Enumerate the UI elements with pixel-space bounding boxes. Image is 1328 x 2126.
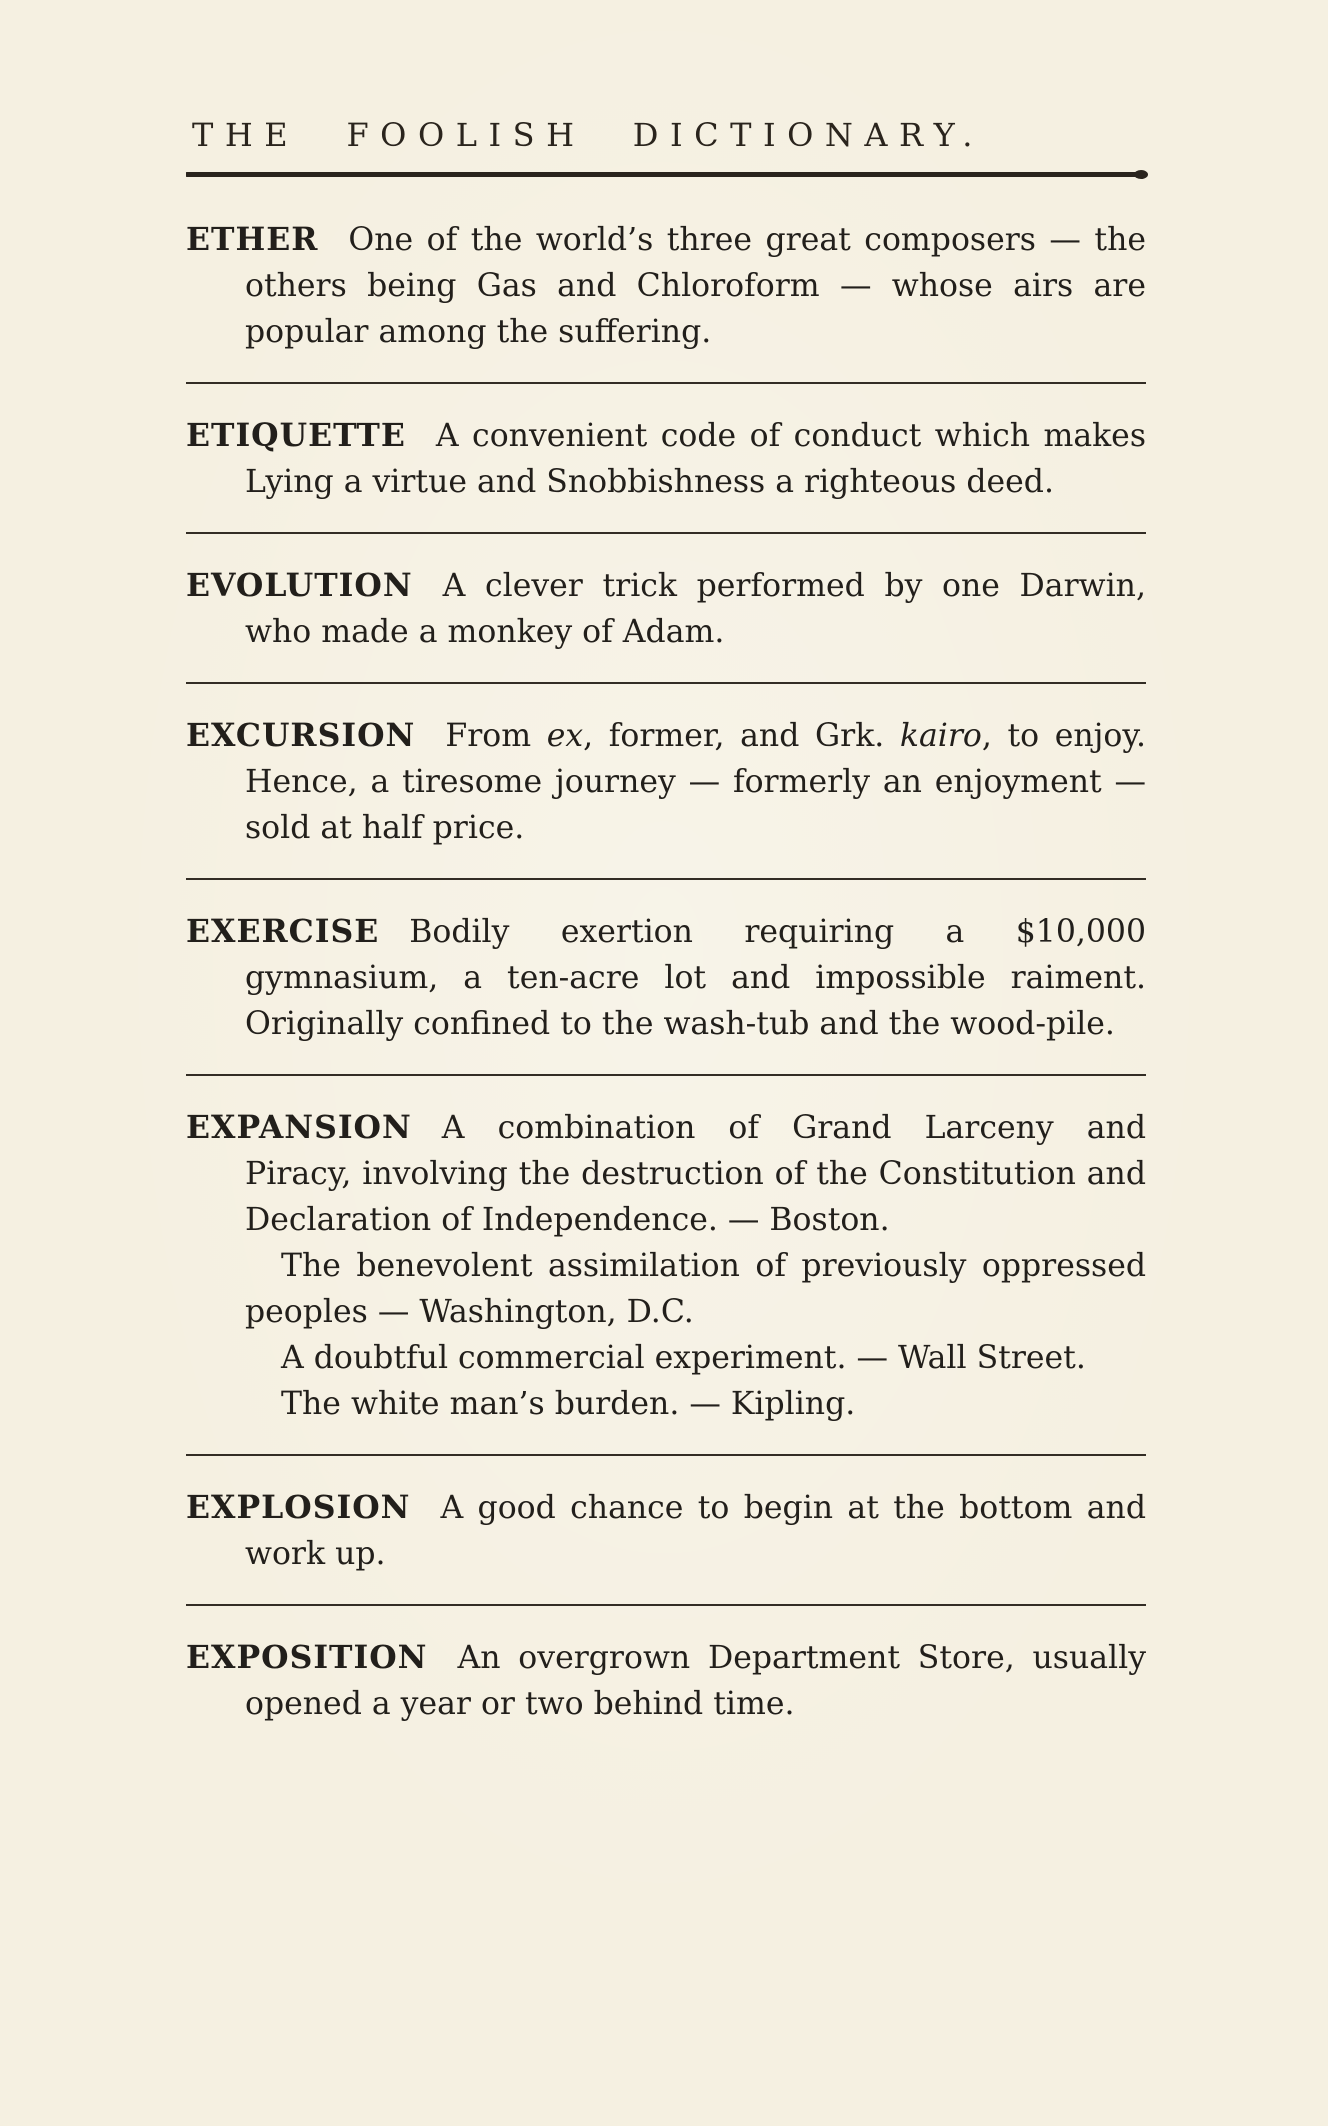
entry-definition: A convenient code of conduct which makes Lying a virtue and Snobbishness a righteous deed.: [245, 418, 1146, 500]
entry-term: EXPANSION: [186, 1109, 412, 1146]
entry-text: [186, 413, 1146, 505]
entry-expansion: [186, 1105, 1146, 1427]
entry-ether: [186, 217, 1146, 355]
entry-evolution: [186, 563, 1146, 655]
entry-definition-part: , to enjoy. Hence, a tiresome journey — formerly an enjoyment — sold at half price.: [245, 718, 1147, 846]
entry-divider: [186, 682, 1146, 684]
entry-definition-part: From: [445, 718, 547, 754]
entry-exposition: [186, 1635, 1146, 1727]
entry-definition: A combination of Grand Larceny and Piracy, involving the destruction of the Constitution and Declaration of Independence. — Boston.: [245, 1110, 1146, 1238]
entry-text: [186, 1485, 1146, 1577]
entry-extra-paragraph: The benevolent assimilation of previously oppressed peoples — Washington, D.C.: [245, 1248, 1146, 1330]
entry-divider: [186, 1604, 1146, 1606]
title-rule: [186, 172, 1146, 177]
entry-term: EXERCISE: [186, 913, 380, 950]
entry-term: EVOLUTION: [186, 567, 413, 604]
entry-term: ETIQUETTE: [186, 417, 406, 454]
entry-text: [186, 1105, 1146, 1243]
entry-term: EXPOSITION: [186, 1639, 428, 1676]
entry-exercise: [186, 909, 1146, 1047]
entry-etiquette: [186, 413, 1146, 505]
latin-word-italic: ex: [546, 718, 584, 754]
entry-term: EXCURSION: [186, 717, 416, 754]
entry-definition-part: , former, and Grk.: [583, 718, 900, 754]
entry-extra-paragraph: A doubtful commercial experiment. — Wall Street.: [281, 1340, 1086, 1376]
entry-divider: [186, 878, 1146, 880]
entry-divider: [186, 532, 1146, 534]
entry-divider: [186, 1454, 1146, 1456]
page-title: THE FOOLISH DICTIONARY.: [192, 116, 984, 154]
entry-excursion: [186, 713, 1146, 851]
entry-text: [186, 1635, 1146, 1727]
entry-text: [186, 563, 1146, 655]
entry-text: [186, 713, 1146, 851]
entry-term: EXPLOSION: [186, 1489, 411, 1526]
entry-definition: One of the world’s three great composers — the others being Gas and Chloroform — whose airs are popular among the suffering.: [245, 222, 1146, 350]
entry-text: [186, 909, 1146, 1047]
entry-term: ETHER: [186, 221, 319, 258]
greek-word-italic: kairo: [899, 718, 982, 754]
entry-definition: A clever trick performed by one Darwin, who made a monkey of Adam.: [245, 568, 1146, 650]
entry-text: [186, 217, 1146, 355]
entry-definition: An overgrown Department Store, usually opened a year or two behind time.: [245, 1640, 1146, 1722]
entry-divider: [186, 382, 1146, 384]
entry-divider: [186, 1074, 1146, 1076]
entry-extra-paragraph: The white man’s burden. — Kipling.: [281, 1386, 856, 1422]
entry-explosion: [186, 1485, 1146, 1577]
entry-definition: Bodily exertion requiring a $10,000 gymnasium, a ten-acre lot and impossible raiment. Originally confined to the wash-tub and the wood-pile.: [245, 914, 1146, 1042]
dictionary-entries: [186, 217, 1146, 1727]
entry-definition: A good chance to begin at the bottom and work up.: [245, 1490, 1146, 1572]
